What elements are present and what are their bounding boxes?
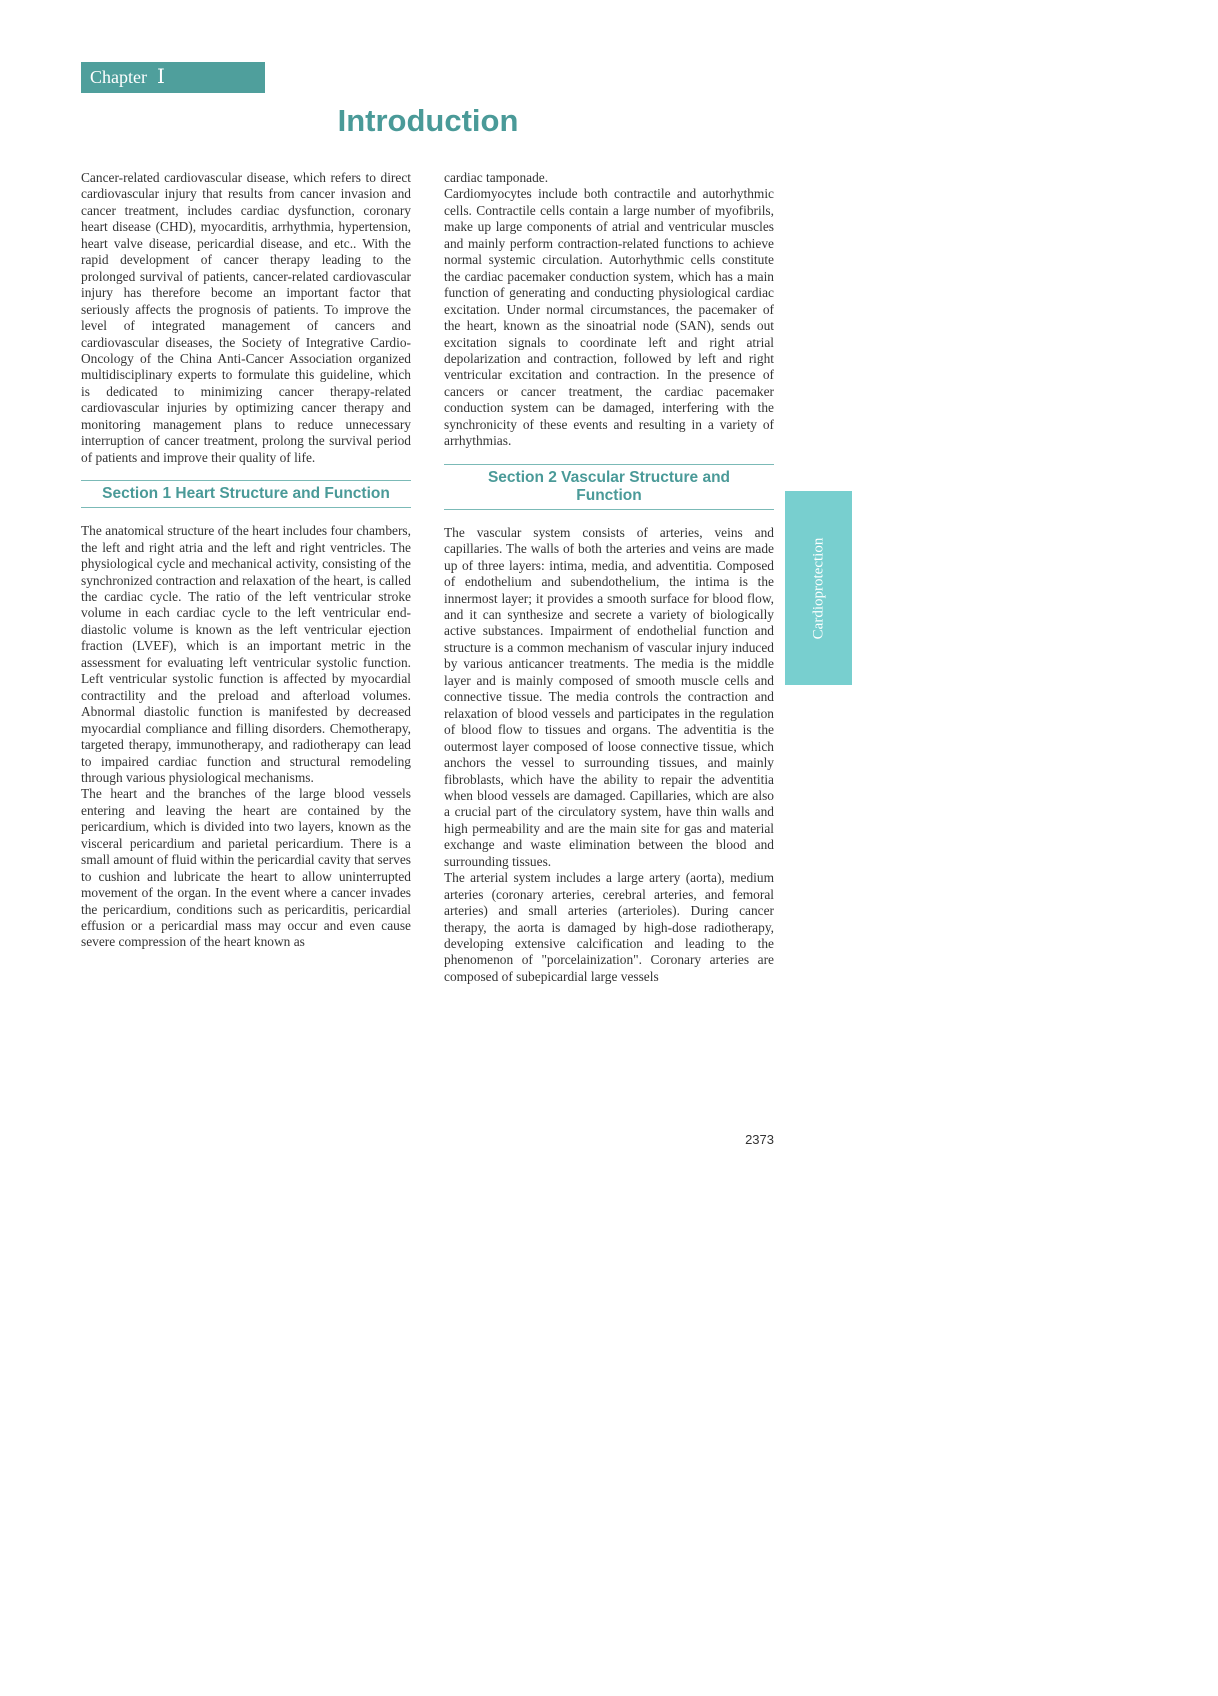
section-1-paragraph-1: The anatomical structure of the heart includes four chambers, the left and right atria and the left and right ventricles. The physiological cycle and mechanical activity, consisting of the synchronized contraction and relaxation of the heart, is called the cardiac cycle. The ratio of the left ventricular stroke volume in each cardiac cycle to the left ventricular end-diastolic volume is known as the left ventricular ejection fraction (LVEF), which is an important metric in the assessment for evaluating left ventricular systolic function. Left ventricular systolic function is affected by myocardial contractility and the preload and afterload volumes. Abnormal diastolic function is manifested by decreased myocardial compliance and filling disorders. Chemotherapy, targeted therapy, immunotherapy, and radiotherapy can lead to impaired cardiac function and structural remodeling through various physiological mechanisms. (81, 523, 411, 785)
section-2-heading (444, 464, 774, 510)
continuation-text: cardiac tamponade. (444, 170, 549, 185)
left-column (81, 170, 411, 951)
page-number: 2373 (745, 1132, 774, 1147)
page-title: Introduction (337, 103, 519, 138)
side-tab-label: Cardioprotection (810, 537, 827, 639)
chapter-banner (81, 62, 265, 93)
right-column (444, 170, 774, 985)
section-1-paragraph-2: The heart and the branches of the large blood vessels entering and leaving the heart are contained by the pericardium, which is divided into two layers, known as the visceral pericardium and parietal pericardium. There is a small amount of fluid within the pericardial cavity that serves to cushion and lubricate the heart to allow uninterrupted movement of the organ. In the event where a cancer invades the pericardium, conditions such as pericarditis, pericardial effusion or a pericardial mass may occur and even cause severe compression of the heart known as (81, 786, 411, 950)
section-2-paragraph-1: The vascular system consists of arteries, veins and capillaries. The walls of both the arteries and veins are made up of three layers: intima, media, and adventitia. Composed of endothelium and subendothelium, the intima is the innermost layer; it provides a smooth surface for blood flow, and it can synthesize and secrete a variety of biologically active substances. Impairment of endothelial function and structure is a common mechanism of vascular injury induced by various anticancer treatments. The media is the middle layer and is mainly composed of smooth muscle cells and connective tissue. The media controls the contraction and relaxation of blood vessels and participates in the regulation of blood flow to tissues and organs. The adventitia is the outermost layer composed of loose connective tissue, which anchors the vessel to surrounding tissues, and mainly fibroblasts, which have the ability to repair the adventitia when blood vessels are damaged. Capillaries, which are also a crucial part of the circulatory system, have thin walls and high permeability and are the main site for gas and material exchange and waste elimination between the blood and surrounding tissues. (444, 524, 774, 869)
section-2-heading-line-1: Section 2 Vascular Structure and (487, 468, 731, 486)
section-2-paragraph-2: The arterial system includes a large artery (aorta), medium arteries (coronary arteries, cerebral arteries, and femoral arteries) and small arteries (arterioles). During cancer therapy, the aorta is damaged by high-dose radiotherapy, developing extensive calcification and leading to the phenomenon of "porcelainization". Coronary arteries are composed of subepicardial large vessels (444, 870, 774, 984)
cardiomyocytes-paragraph: Cardiomyocytes include both contractile and autorhythmic cells. Contractile cells contain a large number of myofibrils, make up large components of atrial and ventricular muscles and mainly perform contraction-related functions to achieve normal systemic circulation. Autorhythmic cells constitute the cardiac pacemaker conduction system, which has a main function of generating and conducting physiological cardiac excitation. Under normal circumstances, the pacemaker of the heart, known as the sinoatrial node (SAN), sends out excitation signals to coordinate left and right atrial depolarization and contraction, followed by left and right ventricular excitation and contraction. In the presence of cancers or cancer treatment, the cardiac pacemaker conduction system can be damaged, interfering with the synchronicity of these events and resulting in a variety of arrhythmias. (444, 186, 774, 449)
section-2-heading-line-2: Function (576, 486, 642, 504)
intro-paragraph: Cancer-related cardiovascular disease, which refers to direct cardiovascular injury that results from cancer invasion and cancer treatment, includes cardiac dysfunction, coronary heart disease (CHD), myocarditis, arrhythmia, hypertension, heart valve disease, pericardial disease, and etc.. With the rapid development of cancer therapy leading to the prolonged survival of patients, cancer-related cardiovascular injury has therefore become an important factor that seriously affects the prognosis of patients. To improve the level of integrated management of cancers and cardiovascular diseases, the Society of Integrative Cardio-Oncology of the China Anti-Cancer Association organized multidisciplinary experts to formulate this guideline, which is dedicated to minimizing cancer therapy-related cardiovascular injuries by optimizing cancer therapy and monitoring management plans to reduce unnecessary interruption of cancer treatment, prolong the survival period of patients and improve their quality of life. (81, 170, 411, 465)
chapter-label: Chapter (90, 67, 147, 87)
chapter-number: Ⅰ (156, 66, 165, 88)
side-tab (785, 491, 852, 685)
section-1-heading: Section 1 Heart Structure and Function (81, 480, 411, 508)
